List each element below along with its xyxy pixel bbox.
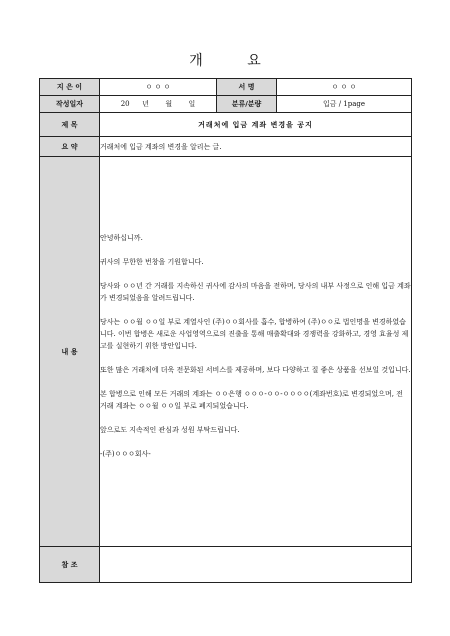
signature-value[interactable]: ㅇ ㅇ ㅇ: [277, 79, 412, 96]
reference-value[interactable]: [100, 547, 412, 583]
content-sign-off: -(주)ㅇㅇㅇ회사-: [100, 449, 151, 458]
reference-row: [40, 547, 412, 583]
author-value[interactable]: ㅇ ㅇ ㅇ: [100, 79, 217, 96]
reference-label: 참 조: [40, 547, 100, 583]
author-label: 지 은 이: [40, 79, 100, 96]
content-paragraph-4: 또한 많은 거래처에 더욱 전문화된 서비스를 제공하며, 보다 다양하고 질 좋은 상품을 선보일 것입니다.: [100, 365, 411, 374]
summary-label: 요 약: [40, 137, 100, 157]
category-label: 분류/분량: [217, 96, 277, 113]
subject-row: [40, 113, 412, 137]
date-label: 작성일자: [40, 96, 100, 113]
content-paragraph-6: 앞으로도 지속적인 관심과 성원 부탁드립니다.: [100, 425, 240, 434]
date-value[interactable]: [100, 96, 217, 113]
date-year: 20: [120, 100, 130, 108]
content-body[interactable]: [100, 157, 412, 547]
category-value[interactable]: 입금 / 1page: [277, 96, 412, 113]
content-label: 내 용: [40, 157, 100, 547]
content-paragraph-3: 당사는 ㅇㅇ월 ㅇㅇ일 부로 계열사인 (주)ㅇㅇ회사를 흡수, 합병하여 (주)ㅇㅇ로 법인명을 변경하였습니다. 이번 합병은 새로운 사업영역으로의 진출을 통해 매출확대와 경쟁력을 강화하고, 경영 효율성 제고를 실현하기 위한 방안입니다.: [100, 317, 409, 350]
document-title: 개 요: [189, 53, 281, 69]
content-paragraph-1: 귀사의 무한한 번창을 기원합니다.: [100, 257, 204, 266]
date-year-unit: 년: [142, 100, 149, 108]
summary-row: [40, 137, 412, 157]
author-row: [40, 79, 412, 96]
content-paragraph-2: 당사와 ㅇㅇ년 간 거래를 지속하신 귀사에 감사의 마음을 전하며, 당사의 내부 사정으로 인해 입금 계좌가 변경되었음을 알려드립니다.: [100, 281, 411, 302]
content-greeting: 안녕하십니까.: [100, 233, 143, 242]
subject-value[interactable]: 거래처에 입금 계좌 변경을 공지: [100, 113, 412, 137]
subject-label: 제 목: [40, 113, 100, 137]
content-paragraph-5: 본 합병으로 인해 모든 거래의 계좌는 ㅇㅇ은행 ㅇㅇㅇ-ㅇㅇ-ㅇㅇㅇㅇ(계좌번호)로 변경되었으며, 전 거래 계좌는 ㅇㅇ월 ㅇㅇ일 부로 폐지되었습니다.: [100, 389, 403, 410]
date-row: [40, 96, 412, 113]
date-day-unit: 일: [188, 100, 196, 108]
signature-label: 서 명: [217, 79, 277, 96]
overview-form-table: [39, 78, 412, 583]
summary-value[interactable]: 거래처에 입금 계좌의 변경을 알리는 글.: [100, 137, 412, 157]
content-row: [40, 157, 412, 547]
date-month-unit: 월: [165, 100, 173, 108]
